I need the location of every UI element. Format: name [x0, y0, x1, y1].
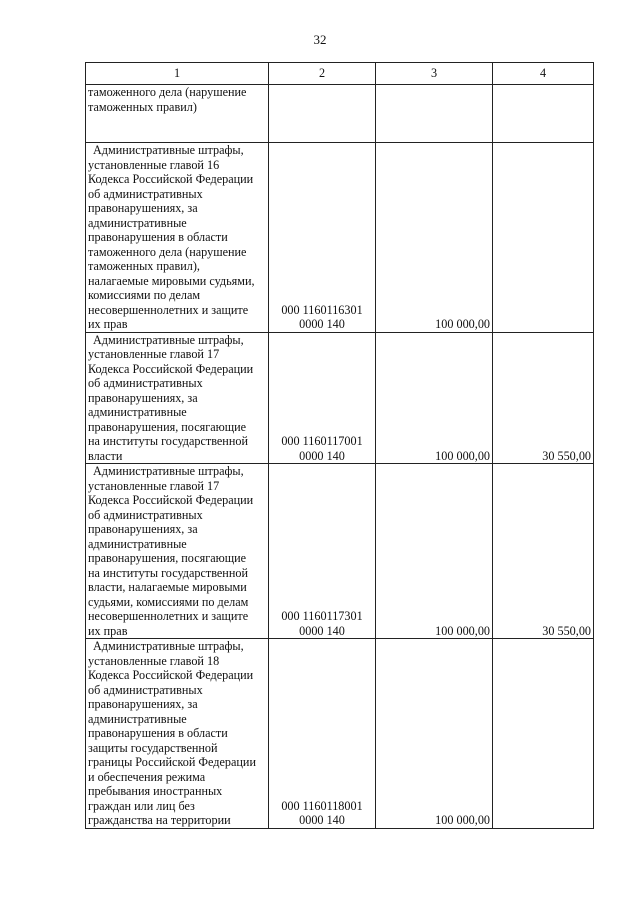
row-amount-col4 — [493, 639, 594, 829]
description-line: комиссиями по делам — [88, 288, 201, 302]
description-line: правонарушениях, за — [88, 697, 198, 711]
table-row — [86, 85, 594, 143]
description-line: их прав — [88, 623, 128, 638]
table-row — [86, 464, 594, 639]
description-line: об административных — [88, 186, 203, 201]
row-amount-col4: 30 550,00 — [493, 332, 594, 464]
description-line: об административных — [88, 376, 203, 390]
description-line: Кодекса Российской Федерации — [88, 172, 254, 186]
table-row — [86, 143, 594, 333]
description-line: установленные главой 18 — [88, 653, 220, 668]
row-description — [86, 464, 269, 639]
code-line: 0000 140 — [299, 448, 345, 463]
description-line: граждан или лиц без — [88, 798, 195, 813]
description-line: установленные главой 17 — [88, 347, 220, 361]
description-line: правонарушения, посягающие — [88, 419, 247, 434]
description-line: налагаемые мировыми судьями, — [88, 273, 255, 288]
row-description — [86, 639, 269, 829]
code-line: 0000 140 — [299, 813, 345, 827]
budget-table — [85, 62, 594, 829]
description-line: пребывания иностранных — [88, 784, 223, 798]
description-line: Кодекса Российской Федерации — [88, 668, 254, 682]
description-line: судьями, комиссиями по делам — [88, 594, 249, 609]
description-line: и обеспечения режима — [88, 769, 206, 784]
description-line: административные — [88, 215, 187, 230]
column-header-2: 2 — [269, 63, 376, 85]
description-line: административные — [88, 405, 187, 419]
row-amount-col4 — [493, 143, 594, 333]
description-line: Административные штрафы, — [93, 143, 244, 157]
row-code — [269, 332, 376, 464]
description-line: власти, налагаемые мировыми — [88, 580, 247, 594]
description-line: установленные главой 16 — [88, 157, 220, 172]
row-description — [86, 85, 269, 143]
table-row — [86, 332, 594, 464]
row-amount-col4: 30 550,00 — [493, 464, 594, 639]
description-line: на институты государственной — [88, 565, 248, 580]
row-description — [86, 143, 269, 333]
description-line: несовершеннолетних и защите — [88, 609, 249, 623]
code-line: 0000 140 — [299, 623, 345, 638]
description-line: границы Российской Федерации — [88, 755, 256, 769]
description-line: Административные штрафы, — [93, 464, 244, 478]
description-line: правонарушениях, за — [88, 522, 198, 536]
code-line: 0000 140 — [299, 317, 345, 331]
page-number: 32 — [313, 32, 327, 47]
description-line: правонарушениях, за — [88, 390, 198, 405]
description-line: установленные главой 17 — [88, 478, 220, 493]
row-code — [269, 85, 376, 143]
description-line: Административные штрафы, — [93, 639, 244, 653]
column-header-4: 4 — [493, 63, 594, 85]
row-code — [269, 464, 376, 639]
column-header-1: 1 — [86, 63, 269, 85]
description-line: защиты государственной — [88, 740, 218, 755]
code-line: 000 1160117001 — [281, 434, 363, 448]
row-code — [269, 639, 376, 829]
description-line: об административных — [88, 682, 203, 697]
row-amount-col4 — [493, 85, 594, 143]
description-line: таможенного дела (нарушение — [88, 85, 247, 99]
description-line: административные — [88, 536, 187, 551]
table-row — [86, 639, 594, 829]
description-line: на институты государственной — [88, 434, 248, 448]
row-amount-col3: 100 000,00 — [376, 639, 493, 829]
description-line: таможенного дела (нарушение — [88, 244, 247, 259]
table-header-row — [86, 63, 594, 85]
description-line: административные — [88, 711, 187, 726]
row-amount-col3: 100 000,00 — [376, 332, 493, 464]
row-description — [86, 332, 269, 464]
description-line: Административные штрафы, — [93, 332, 244, 347]
description-line: правонарушениях, за — [88, 201, 198, 215]
description-line: правонарушения в области — [88, 726, 228, 740]
code-line: 000 1160116301 — [281, 302, 363, 317]
description-line: правонарушения, посягающие — [88, 551, 247, 565]
description-line: их прав — [88, 317, 128, 331]
description-line: об административных — [88, 507, 203, 522]
row-amount-col3: 100 000,00 — [376, 143, 493, 333]
description-line: несовершеннолетних и защите — [88, 302, 249, 317]
description-line: правонарушения в области — [88, 230, 228, 244]
description-line: Кодекса Российской Федерации — [88, 361, 254, 376]
row-code — [269, 143, 376, 333]
description-line: гражданства на территории — [88, 813, 231, 827]
description-line: Кодекса Российской Федерации — [88, 493, 254, 507]
code-line: 000 1160118001 — [281, 798, 363, 813]
description-line: таможенных правил) — [88, 99, 197, 114]
code-line: 000 1160117301 — [281, 609, 363, 623]
description-line: таможенных правил), — [88, 259, 200, 273]
column-header-3: 3 — [376, 63, 493, 85]
description-line: власти — [88, 448, 123, 463]
row-amount-col3: 100 000,00 — [376, 464, 493, 639]
row-amount-col3 — [376, 85, 493, 143]
